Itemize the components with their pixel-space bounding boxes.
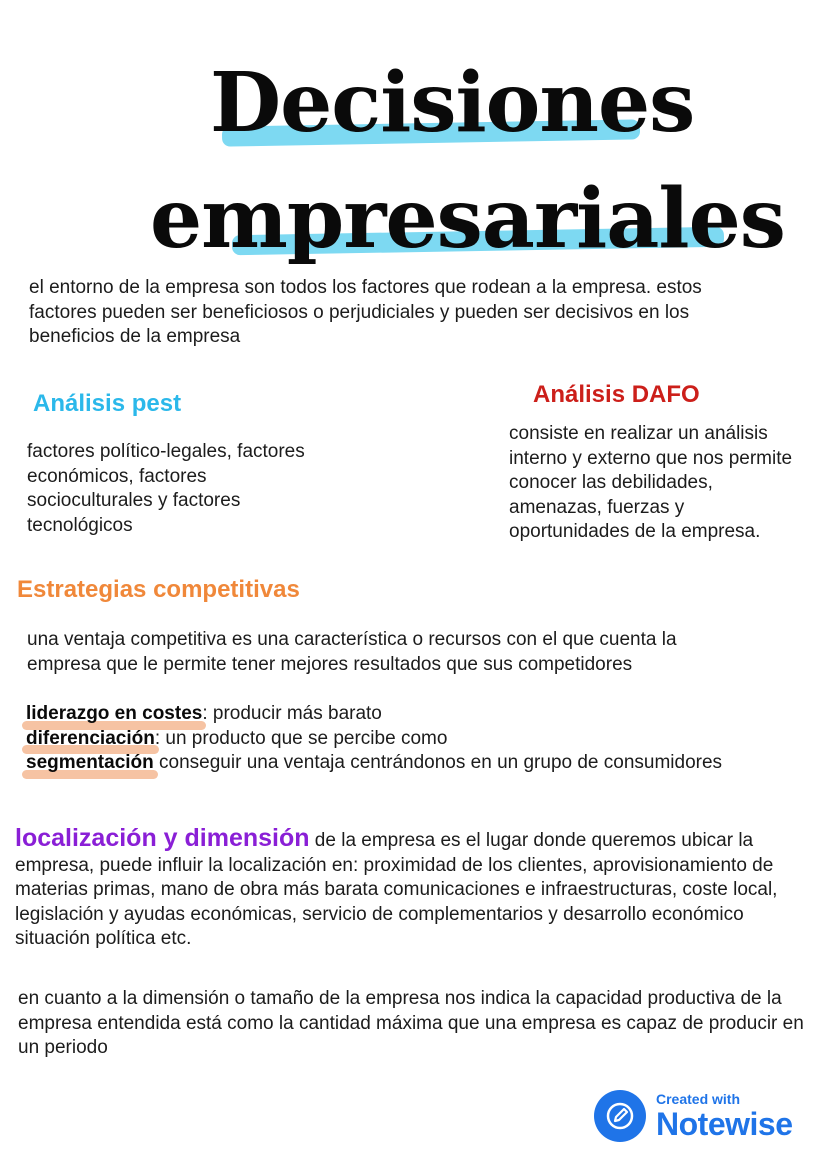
pest-body: factores político-legales, factores económicos, factores socioculturales y factores tecnológicos xyxy=(27,441,305,536)
localizacion-first-line xyxy=(15,826,815,854)
estrategias-list xyxy=(26,702,722,776)
estrategias-heading: Estrategias competitivas xyxy=(17,576,300,603)
pest-heading: Análisis pest xyxy=(33,390,182,417)
term-desc: : un producto que se percibe como xyxy=(154,727,448,749)
list-item xyxy=(26,727,722,752)
estrategias-body: una ventaja competitiva es una característica o recursos con el que cuenta la empresa que le permite tener mejores resultados que sus competidores xyxy=(27,629,677,675)
list-item xyxy=(26,702,722,727)
dafo-heading: Análisis DAFO xyxy=(533,381,700,408)
logo-created-with: Created with xyxy=(656,1091,741,1107)
term-desc: conseguir una ventaja centrándonos en un grupo de consumidores xyxy=(153,752,723,773)
localizacion-heading: localización y dimensión xyxy=(15,824,310,852)
term-desc: : producir más barato xyxy=(202,703,382,724)
dimension-body: en cuanto a la dimensión o tamaño de la empresa nos indica la capacidad productiva de la empresa entendida está como la cantidad máxima que una empresa es capaz de producir en un periodo xyxy=(18,988,804,1058)
list-item xyxy=(26,751,722,776)
logo-notewise: Notewise xyxy=(656,1106,793,1142)
page-title-line2: empresariales xyxy=(150,171,785,267)
intro-text: el entorno de la empresa son todos los factores que rodean a la empresa. estos factores pueden ser beneficiosos o perjudiciales y pueden ser decisivos en los beneficios de la empresa xyxy=(29,277,702,347)
dafo-body: consiste en realizar un análisis interno y externo que nos permite conocer las debilidades, amenazas, fuerzas y oportunidades de la empresa. xyxy=(509,423,793,542)
logo-text xyxy=(656,1091,792,1141)
pencil-icon xyxy=(594,1090,646,1142)
term-segmentacion: segmentación xyxy=(26,751,154,776)
localizacion-body: empresa, puede influir la localización en: proximidad de los clientes, aprovisionamiento de materias primas, mano de obra más barata comunicaciones e infraestructuras, coste local, legislación y ayudas económicas, servicio de complementarios y desarrollo económico situación política etc. xyxy=(15,854,778,949)
localizacion-lead: de la empresa es el lugar donde queremos ubicar la xyxy=(309,830,754,851)
notewise-logo xyxy=(594,1090,792,1142)
page-title-line1: Decisiones xyxy=(210,55,695,151)
term-liderazgo: liderazgo en costes xyxy=(26,702,202,727)
localizacion-section xyxy=(15,826,815,952)
term-diferenciacion: diferenciación xyxy=(26,727,155,752)
